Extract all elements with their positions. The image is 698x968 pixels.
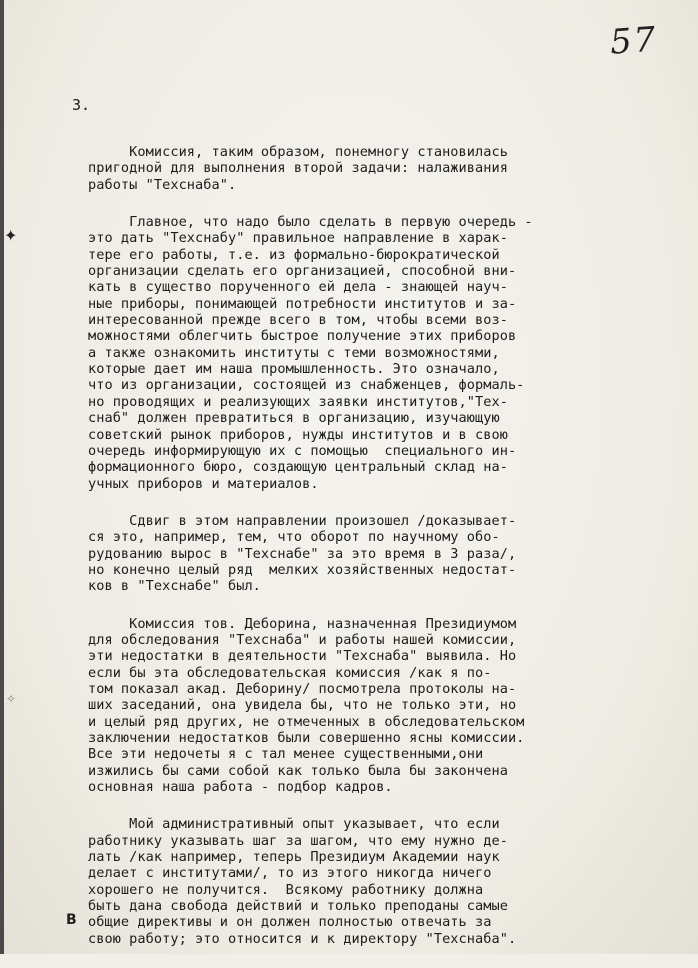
text-line: Все эти недочеты я с тал менее существенными,они	[88, 746, 484, 763]
text-line: интересованной прежде всего в том, чтобы всеми воз-	[88, 312, 508, 329]
paragraph-4	[88, 616, 648, 796]
paragraph-5	[88, 816, 648, 947]
text-line: лать /как например, теперь Президиум Академии наук	[88, 849, 500, 866]
text-line: быть дана свобода действий и только преподаны самые	[88, 898, 508, 915]
text-line: общие директивы и он должен полностью отвечать за	[88, 914, 492, 931]
page-number: 3.	[72, 96, 91, 114]
text-line: учных приборов и материалов.	[88, 475, 319, 492]
text-line: эти недостатки в деятельности "Техснаба" выявила. Но	[88, 648, 517, 665]
text-line: организации сделать его организацией, способной вни-	[88, 263, 517, 280]
text-line: Мой административный опыт указывает, что если	[88, 816, 500, 833]
text-line: но проводящих и реализующих заявки институтов,"Тех-	[88, 393, 508, 410]
margin-mark-star: ✦	[4, 226, 18, 245]
text-line: заключении недостатков были совершенно ясны комиссии.	[88, 730, 525, 746]
text-line: что из организации, состоящей из снабженцев, формаль-	[88, 377, 525, 394]
text-line: и целый ряд других, не отмеченных в обследовательском	[88, 713, 525, 730]
margin-mark-faint: ✧	[6, 692, 17, 706]
text-line: Комиссия тов. Деборина, назначенная Президиумом	[88, 615, 517, 632]
text-line: основная наша работа - подбор кадров.	[88, 779, 393, 796]
text-line: Сдвиг в этом направлении произошел /доказывает-	[88, 512, 517, 529]
text-line: изжились бы сами собой как только была бы закончена	[88, 762, 508, 779]
paragraph-1	[88, 144, 648, 193]
text-line: это дать "Техснабу" правильное направление в харак-	[88, 230, 508, 247]
text-line: формационного бюро, создающую центральный склад на-	[88, 459, 508, 476]
text-line: можностями облегчить быстрое получение этих приборов	[88, 328, 517, 345]
scan-edge	[0, 0, 4, 954]
text-line: ные приборы, понимающей потребности институтов и за-	[88, 295, 517, 312]
text-line: делает с институтами/, то из этого никогда ничего	[88, 865, 492, 882]
paragraph-2	[88, 214, 648, 492]
text-line: работы "Техснаба".	[88, 176, 237, 193]
text-line: ших заседаний, она увидела бы, что не только эти, но	[88, 697, 517, 714]
text-line: снаб" должен превратиться в организацию, изучающую	[88, 410, 500, 427]
text-line: для обследования "Техснаба" и работы нашей комиссии,	[88, 631, 517, 648]
text-line: рудованию вырос в "Техснабе" за это время в 3 раза/,	[88, 545, 517, 562]
text-line: Комиссия, таким образом, понемногу становилась	[88, 144, 508, 160]
document-body	[88, 144, 648, 968]
text-line: но конечно целый ряд мелких хозяйственных недостат-	[88, 561, 517, 578]
text-line: очередь информирующую их с помощью специального ин-	[88, 442, 517, 459]
bottom-stamp: В	[66, 912, 77, 928]
text-line: тере его работы, т.е. из формально-бюрократической	[88, 246, 500, 263]
text-line: Главное, что надо было сделать в первую очередь -	[88, 214, 533, 231]
text-line: если бы эта обследовательская комиссия /как я по-	[88, 664, 492, 681]
text-line: ков в "Техснабе" был.	[88, 578, 261, 595]
text-line: которые дает им наша промышленность. Это означало,	[88, 361, 500, 378]
text-line: пригодной для выполнения второй задачи: налаживания	[88, 160, 508, 177]
text-line: советский рынок приборов, нужды институтов и в свою	[88, 426, 508, 443]
text-line: ся это, например, тем, что оборот по научному обо-	[88, 529, 500, 546]
text-line: работнику указывать шаг за шагом, что ему нужно де-	[88, 832, 508, 849]
text-line: а также ознакомить институты с теми возможностями,	[88, 344, 500, 361]
text-line: свою работу; это относится и к директору "Техснаба".	[88, 930, 517, 947]
text-line: хорошего не получится. Всякому работнику должна	[88, 881, 484, 898]
text-line: том показал акад. Деборину/ посмотрела протоколы на-	[88, 680, 517, 697]
folio-number: 57	[608, 19, 659, 63]
text-line: кать в существо порученного ей дела - знающей науч-	[88, 279, 508, 296]
paragraph-3	[88, 513, 648, 595]
